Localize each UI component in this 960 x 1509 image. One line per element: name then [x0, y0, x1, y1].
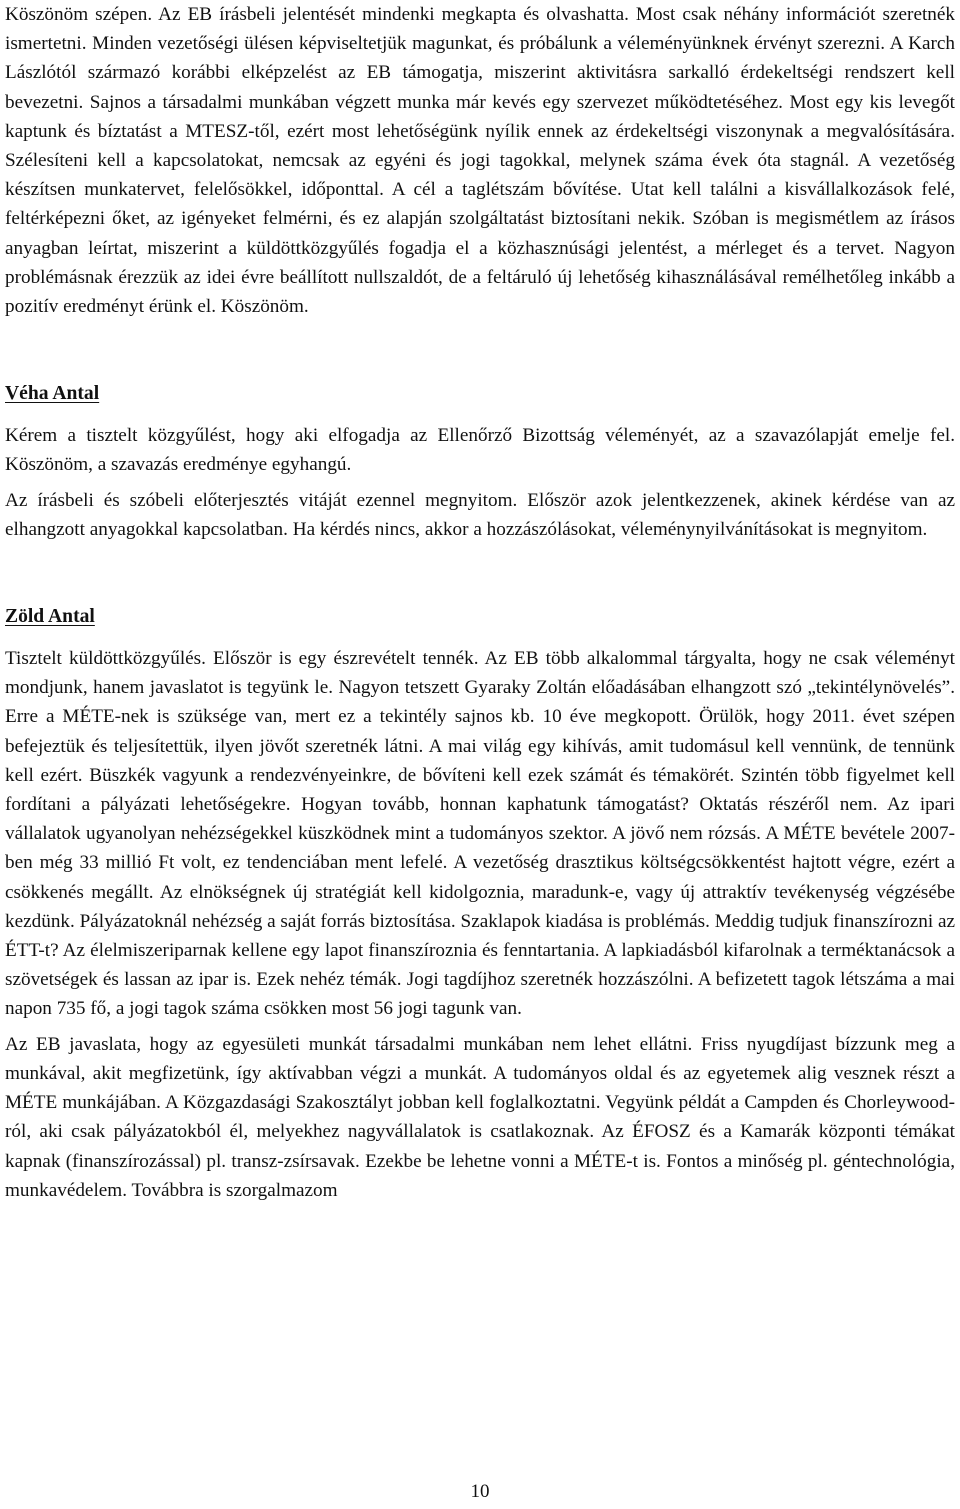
spacer [5, 408, 955, 421]
spacer [5, 544, 955, 602]
speaker-heading-veha: Véha Antal [5, 383, 100, 405]
document-page [5, 0, 955, 1205]
spacer [5, 321, 955, 379]
page-number: 10 [470, 1481, 490, 1502]
paragraph-debate-open: Az írásbeli és szóbeli előterjesztés vitáját ezennel megnyitom. Először azok jelentkezzenek, akinek kérdése van az elhangzott anyagokkal kapcsolatban. Ha kérdés nincs, akkor a hozzászólásokat, véleménynyilvánításokat is megnyitom. [5, 489, 955, 540]
paragraph-report: Köszönöm szépen. Az EB írásbeli jelentését mindenki megkapta és olvashatta. Most csak néhány információt szeretnék ismertetni. Minden vezetőségi ülésen képviseltetjük magunkat, és próbálunk a véleményünknek érvényt szerezni. A Karch Lászlótól származó korábbi elképzelést az EB támogatja, miszerint aktivitásra sarkalló érdekeltségi rendszert kell bevezetni. Sajnos a társadalmi munkában végzett munka már kevés egy szervezet működtetéséhez. Most egy kis levegőt kaptunk és bíztatást a MTESZ-től, ezért most lehetőségünk nyílik ennek az érdekeltségi viszonynak a megvalósítására. Szélesíteni kell a kapcsolatokat, nemcsak az egyéni és jogi tagokkal, melynek száma évek óta stagnál. A vezetőség készítsen munkatervet, felelősökkel, időponttal. A cél a taglétszám bővítése. Utat kell találni a kisvállalkozások felé, feltérképezni őket, az igényeket felmérni, és ez alapján szolgáltatást biztosítani nekik. Szóban is megismétlem az írásos anyagban leírtat, miszerint a küldöttközgyűlés fogadja el a közhasznúsági jelentést, a mérleget és a tervet. Nagyon problémásnak érezzük az idei évre beállított nullszaldót, de a feltáruló új lehetőség kihasználásával remélhetőleg inkább a pozitív eredményt érünk el. Köszönöm. [5, 4, 955, 318]
spacer [5, 631, 955, 644]
paragraph-comment: Tisztelt küldöttközgyűlés. Először is egy észrevételt tennék. Az EB több alkalommal tárgyalta, hogy ne csak véleményt mondjunk, hanem javaslatot is tegyünk le. Nagyon tetszett Gyaraky Zoltán előadásában elhangzott szó „tekintélynövelés”. Erre a MÉTE-nek is szüksége van, mert ez a tekintély sajnos kb. 10 éve megkopott. Örülök, hogy 2011. évet szépen befejeztük és teljesítettük, ilyen jövőt szeretnék látni. A mai világ egy kihívás, amit tudomásul kell vennünk, de tennünk kell ezért. Büszkék vagyunk a rendezvényeinkre, de bővíteni kell ezek számát és témakörét. Szintén több figyelmet kell fordítani a pályázati lehetőségekre. Hogyan tovább, honnan kaphatunk támogatást? Oktatás részéről nem. Az ipari vállalatok ugyanolyan nehézségekkel küszködnek mint a tudományos szektor. A jövő nem rózsás. A MÉTE bevétele 2007-ben még 33 millió Ft volt, ez tendenciában ment lefelé. A vezetőség drasztikus költségcsökkentést hajtott végre, ezért a csökkenés megállt. Az elnökségnek új stratégiát kell kidolgoznia, maradunk-e, vagy új attraktív tevékenység végzésébe kezdünk. Pályázatoknál nehézség a saját forrás biztosítása. Szaklapok kiadása is problémás. Meddig tudjuk finanszírozni az ÉTT-t? Az élelmiszeriparnak kellene egy lapot finanszíroznia és fenntartania. A lapkiadásból kifarolnak a terméktanácsok a szövetségek és lassan az ipar is. Ezek nehéz témák. Jogi tagdíjhoz szeretnék hozzászólni. A befizetett tagok létszáma a mai napon 735 fő, a jogi tagok száma csökken most 56 jogi tagunk van. [5, 648, 956, 1020]
paragraph-proposal: Az EB javaslata, hogy az egyesületi munkát társadalmi munkában nem lehet ellátni. Friss nyugdíjast bízzunk meg a munkával, akit megfizetünk, így aktívabban végzi a munkát. A tudományos oldal és az egyetemek alig vesznek részt a MÉTE munkájában. A Közgazdasági Szakosztályt jobban kell foglalkoztatni. Vegyünk példát a Campden és Chorleywood-ról, aki csak pályázatokból él, melyekhez nagyvállalatok is csatlakoznak. Az ÉFOSZ és a Kamarák központi témákat kapnak (finanszírozással) pl. transz-zsírsavak. Ezekbe be lehetne vonni a MÉTE-t is. Fontos a minőség pl. géntechnológia, munkavédelem. Továbbra is szorgalmazom [5, 1033, 955, 1201]
speaker-heading-zold: Zöld Antal [5, 606, 95, 628]
paragraph-vote: Kérem a tisztelt közgyűlést, hogy aki elfogadja az Ellenőrző Bizottság véleményét, az a szavazólapját emelje fel. Köszönöm, a szavazás eredménye egyhangú. [5, 425, 955, 476]
